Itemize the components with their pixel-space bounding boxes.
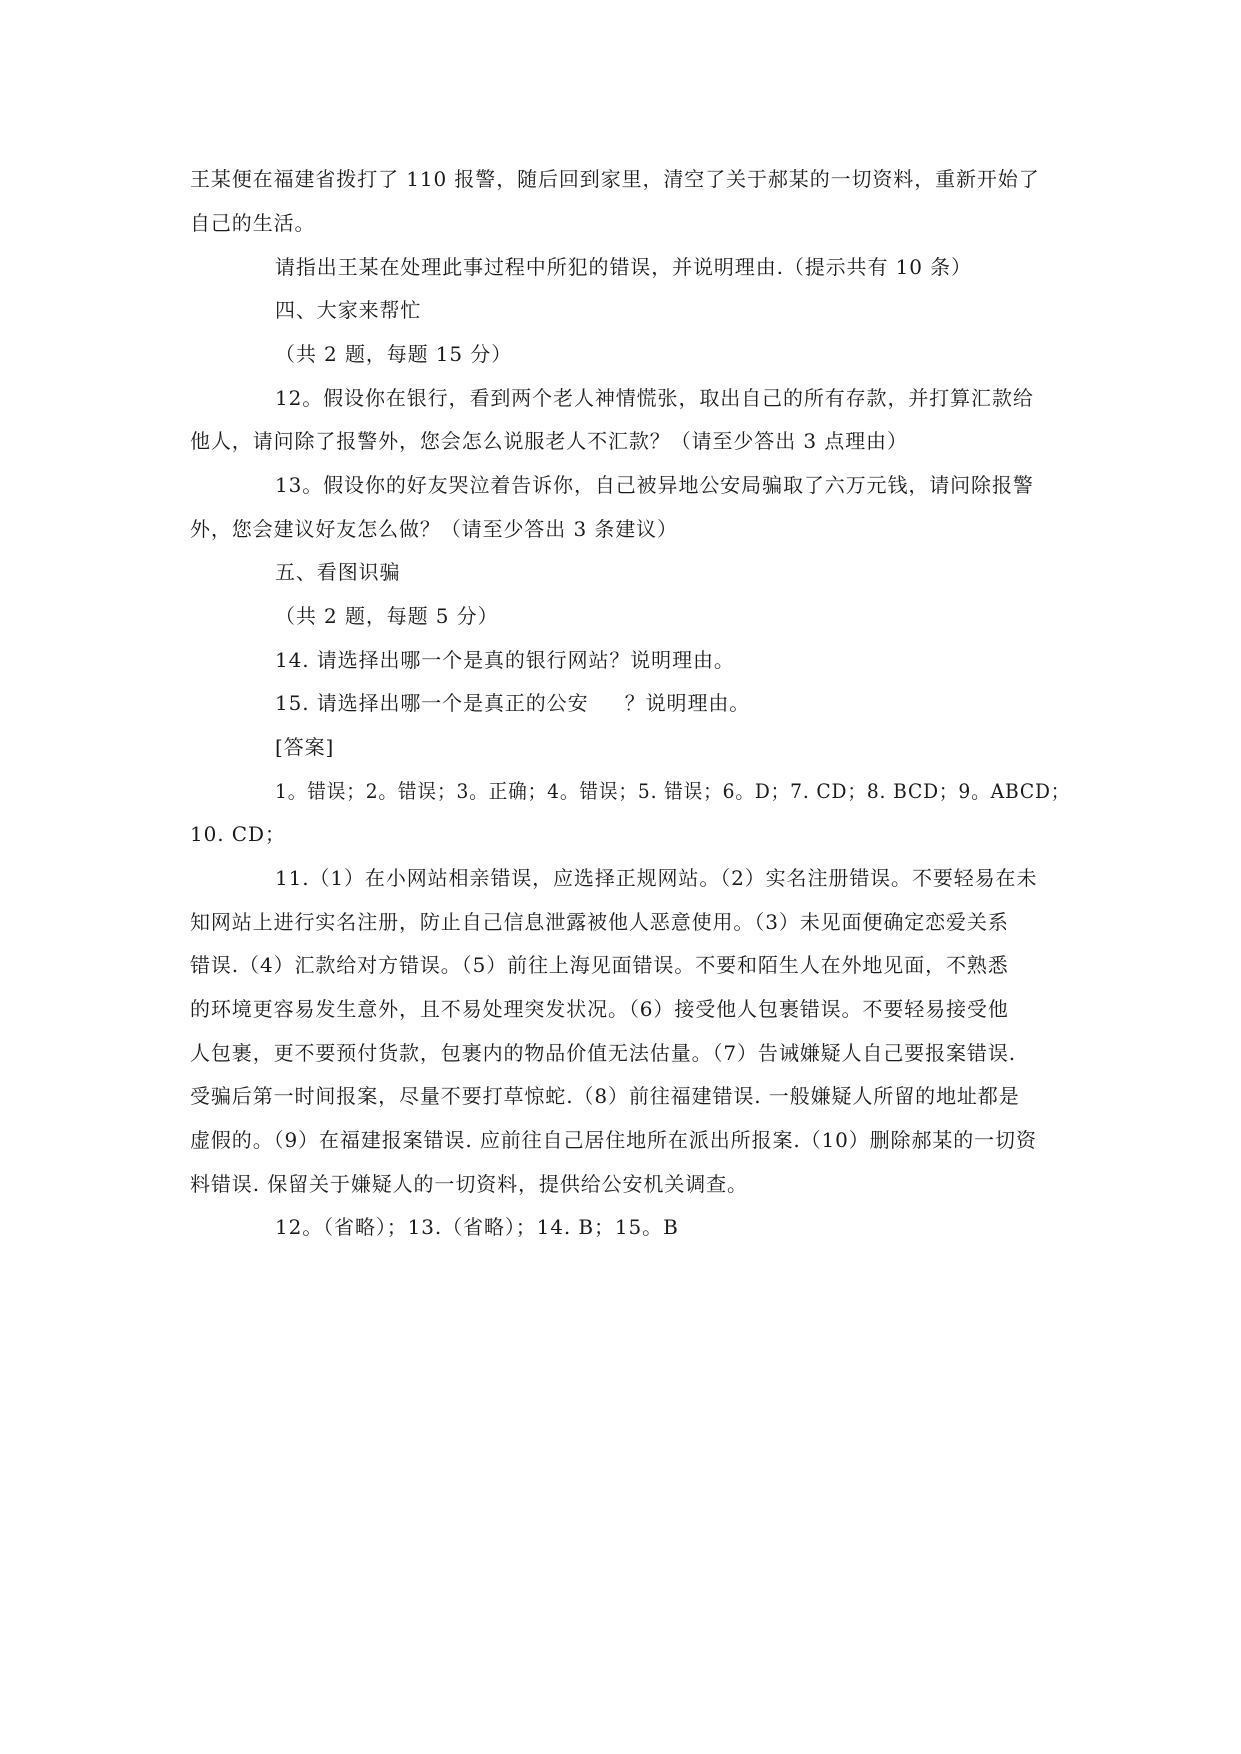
question-12: 12。假设你在银行，看到两个老人神情慌张，取出自己的所有存款，并打算汇款给 <box>275 386 1034 410</box>
question-14: 14. 请选择出哪一个是真的银行网站？说明理由。 <box>275 648 735 672</box>
answer-line: 1。错误；2。错误；3。正确；4。错误；5. 错误；6。D；7. CD；8. BCD；9。ABCD； <box>275 779 1071 803</box>
text-line: 料错误. 保留关于嫌疑人的一切资料，提供给公安机关调查。 <box>190 1172 748 1196</box>
question-15: 15. 请选择出哪一个是真正的公安 ？说明理由。 <box>275 691 751 715</box>
text-line: 人包裹，更不要预付货款，包裹内的物品价值无法估量。（7）告诫嫌疑人自己要报案错误. <box>190 1041 1016 1065</box>
text-line: 自己的生活。 <box>190 211 316 235</box>
text-line: 受骗后第一时间报案，尽量不要打草惊蛇.（8）前往福建错误. 一般嫌疑人所留的地址都是 <box>190 1084 1020 1108</box>
text-line: 王某便在福建省拨打了 110 报警，随后回到家里，清空了关于郝某的一切资料，重新开始了 <box>190 167 1040 191</box>
text-line: 虚假的。（9）在福建报案错误. 应前往自己居住地所在派出所报案.（10）删除郝某的一切资 <box>190 1128 1037 1152</box>
answer-11: 11.（1）在小网站相亲错误，应选择正规网站。（2）实名注册错误。不要轻易在未 <box>275 866 1038 890</box>
text-line: 的环境更容易发生意外，且不易处理突发状况。（6）接受他人包裹错误。不要轻易接受他 <box>190 997 1009 1021</box>
section-note: （共 2 题，每题 5 分） <box>275 604 499 628</box>
section-heading: 五、看图识骗 <box>275 560 401 584</box>
text-line: 请指出王某在处理此事过程中所犯的错误，并说明理由.（提示共有 10 条） <box>275 255 972 279</box>
section-note: （共 2 题，每题 15 分） <box>275 342 513 366</box>
text-line: 他人，请问除了报警外，您会怎么说服老人不汇款？（请至少答出 3 点理由） <box>190 429 908 453</box>
text-line: 外，您会建议好友怎么做？（请至少答出 3 条建议） <box>190 517 678 541</box>
answer-line: 10. CD； <box>190 822 286 846</box>
text-line: 错误.（4）汇款给对方错误。（5）前往上海见面错误。不要和陌生人在外地见面，不熟悉 <box>190 953 1009 977</box>
question-13: 13。假设你的好友哭泣着告诉你，自己被异地公安局骗取了六万元钱，请问除报警 <box>275 473 1034 497</box>
answer-heading: [答案] <box>275 735 335 759</box>
section-heading: 四、大家来帮忙 <box>275 298 422 322</box>
text-line: 知网站上进行实名注册，防止自己信息泄露被他人恶意使用。（3）未见面便确定恋爱关系 <box>190 910 1009 934</box>
answer-line: 12。（省略）；13.（省略）；14. B；15。B <box>275 1215 679 1239</box>
